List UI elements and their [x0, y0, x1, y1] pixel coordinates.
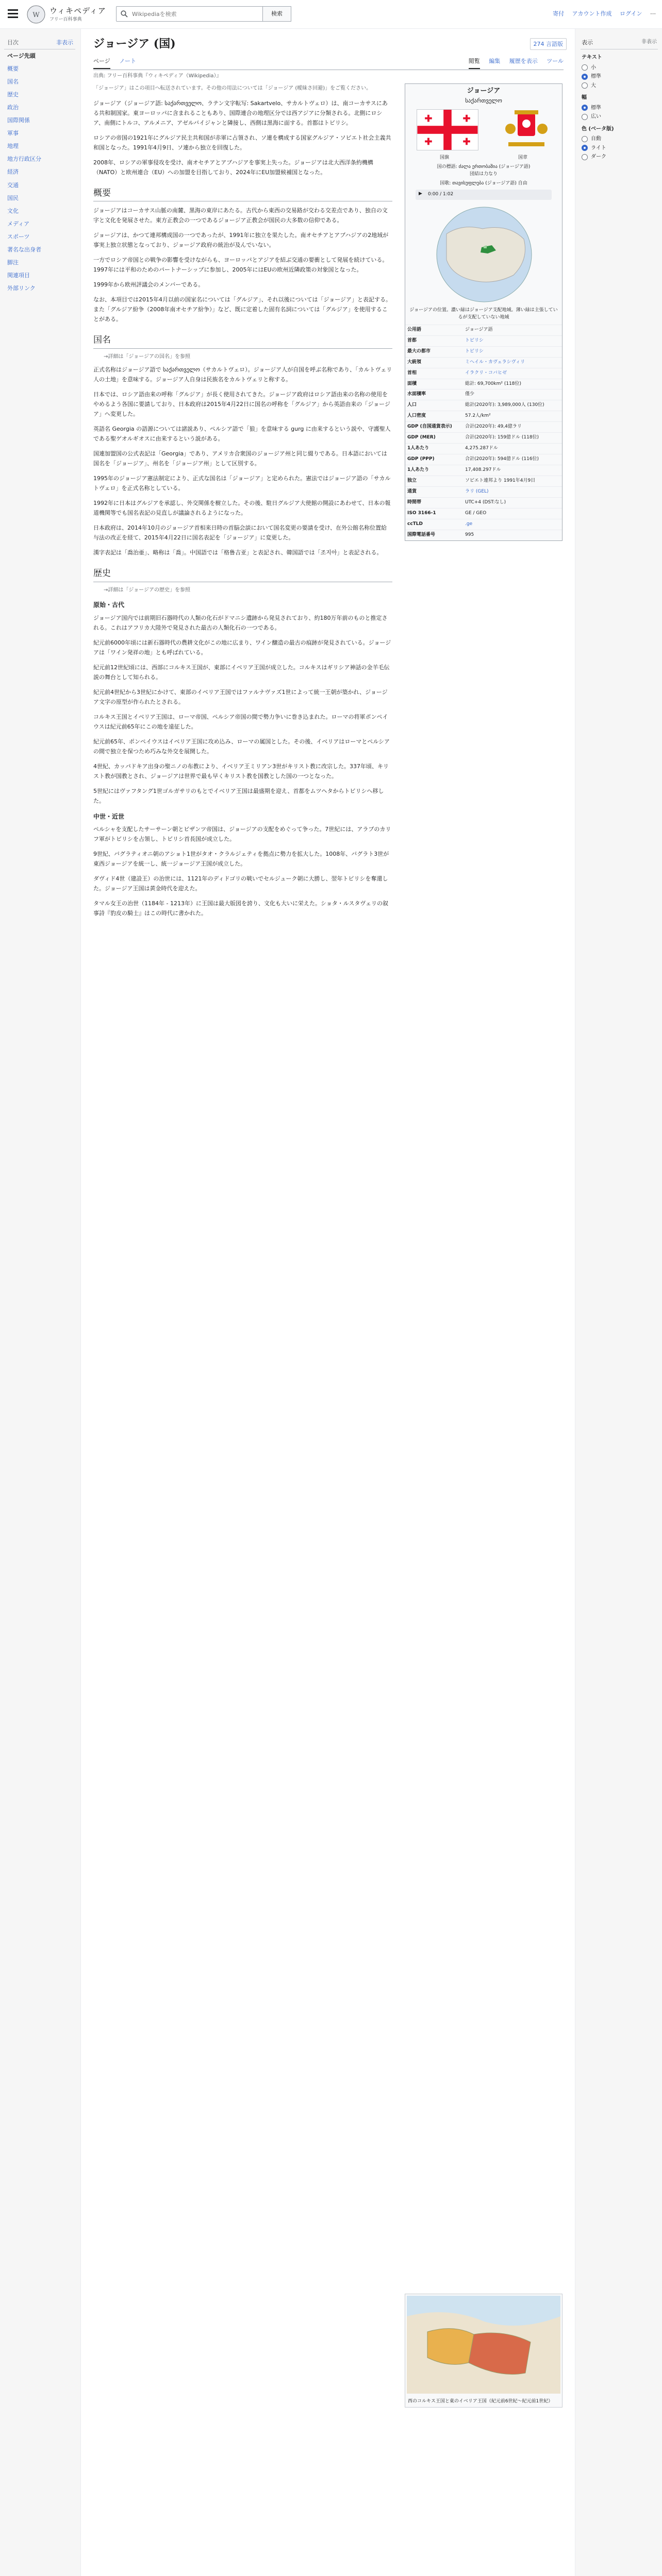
text-small-radio[interactable]: 小: [582, 64, 657, 72]
infobox-row: 時間帯 UTC+4 (DST:なし): [405, 497, 562, 508]
width-wide-radio[interactable]: 広い: [582, 113, 657, 121]
color-light-radio[interactable]: ライト: [582, 144, 657, 152]
paragraph: 4世紀、カッパドキア出身の聖ニノの布教により、イベリア王ミリアン3世がキリスト教に改宗した。337年頃、キリスト教が国教とされ、ジョージアは世界で最も早くキリスト教を国教とした国の一つとなった。: [93, 762, 389, 779]
lead-paragraph: ロシアの帝国の1921年にグルジア民主共和国が赤軍に占領され、ソ連を構成する国家グルジア・ソビエト社会主義共和国となった。1991年4月9日、ソ連から独立を回復した。: [93, 134, 391, 151]
page-title: ジョージア (国): [93, 37, 176, 50]
paragraph: ジョージアはコーカサス山脈の南麓、黒海の東岸にあたる。古代から東西の交易路が交わる交差点であり、独自の文字と文化を発展させた。東方正教会の一つであるジョージア正教会が国民の大多数の信仰である。: [93, 207, 388, 224]
toc-item[interactable]: 関連項目: [7, 272, 30, 279]
paragraph: 1999年から欧州評議会のメンバーである。: [93, 281, 204, 289]
play-icon[interactable]: ▶: [419, 191, 422, 196]
create-account-link[interactable]: アカウント作成: [572, 10, 612, 17]
paragraph: なお、本項目では2015年4月以前の国家名については「グルジア」、それ以後については「ジョージア」と表記する。また「グルジア紛争（2008年南オセチア紛争）」など、既に定着した固有名詞については「グルジア」を使用することがある。: [93, 296, 392, 323]
paragraph: 紀元前12世紀頃には、西部にコルキス王国が、東部にイベリア王国が成立した。コルキスはギリシア神話の金羊毛伝説の舞台として知られる。: [93, 664, 390, 681]
infobox-row: 独立 ソビエト連邦より 1991年4月9日: [405, 476, 562, 486]
infobox-row: ISO 3166-1 GE / GEO: [405, 508, 562, 519]
infobox-row: 1人あたり 17,408.297ドル: [405, 465, 562, 476]
hatnote-link[interactable]: →詳細は「ジョージアの国名」を参照: [104, 353, 190, 360]
globe-map[interactable]: [405, 203, 563, 306]
appearance-header: 表示 非表示: [581, 36, 658, 49]
tab-talk[interactable]: ノート: [119, 58, 136, 64]
main-menu-button[interactable]: [6, 7, 20, 21]
toc-hide-button[interactable]: 非表示: [56, 39, 73, 46]
login-link[interactable]: ログイン: [620, 10, 642, 17]
toc-header: 目次 非表示: [4, 36, 75, 49]
toc-item[interactable]: ページ先頭: [7, 53, 36, 60]
paragraph: 紀元前65年、ポンペイウスはイベリア王国に攻め込み、ローマの属国とした。その後、イベリアはローマとペルシアの間で独立を保つため巧みな外交を展開した。: [93, 738, 390, 755]
paragraph: 漢字表記は「喬治亜」、略称は「喬」。中国語では「格鲁吉亚」と表記され、韓国語では「조지아」と表記される。: [93, 549, 383, 556]
wikipedia-globe-logo[interactable]: [25, 4, 47, 25]
tab-history[interactable]: 履歴を表示: [509, 58, 538, 64]
location-map[interactable]: [405, 203, 562, 306]
infobox-title: ジョージア: [467, 87, 501, 95]
article-content: [93, 83, 564, 2404]
svg-text:W: W: [32, 11, 40, 19]
paragraph: ジョージア国内では前期旧石器時代の人類の化石がドマニシ遺跡から発見されており、約180万年前のものと推定される。これはアフリカ大陸外で発見された最古の人類化石の一つである。: [93, 614, 388, 631]
kingdoms-map[interactable]: [407, 2296, 560, 2394]
paragraph: 日本では、ロシア語由来の呼称「グルジア」が長く使用されてきた。ジョージア政府はロシア語由来の名称の使用をやめるよう各国に要請しており、日本政府は2015年4月22日に国名の呼称を「グルジア」から英語由来の「ジョージア」へ変更した。: [93, 391, 390, 418]
toc-item[interactable]: 脚注: [7, 259, 19, 266]
toc-item[interactable]: 文化: [7, 207, 19, 214]
toc-item[interactable]: 国際関係: [7, 117, 30, 124]
toc-item[interactable]: 交通: [7, 181, 19, 189]
article-column: [93, 83, 392, 918]
site-header: [0, 0, 662, 29]
infobox-row: 人口 総計(2020年): 3,989,000人 (130位): [405, 400, 562, 411]
paragraph: ダヴィド4世（建設王）の治世には、1121年のディドゴリの戦いでセルジューク朝に大勝し、翌年トビリシを奪還した。ジョージア王国は黄金時代を迎えた。: [93, 875, 388, 892]
paragraph: 1992年に日本はグルジアを承認し、外交関係を樹立した。その後、駐日グルジア大使館の開設にあわせて、日本の報道機関等でも国名表記の見直しが議論されるようになった。: [93, 500, 391, 517]
infobox-row: 公用語 ジョージア語: [405, 325, 562, 335]
toc-item[interactable]: 地方行政区分: [7, 156, 41, 163]
language-button[interactable]: 274 言語版: [530, 38, 567, 50]
audio-player[interactable]: [416, 190, 552, 200]
section-heading-summary: 概要: [93, 187, 392, 201]
flag-caption: 国旗: [439, 155, 449, 161]
text-size-label: テキスト: [582, 55, 602, 61]
infobox-row: 首相 イラクリ・コバヒゼ: [405, 368, 562, 379]
from-line: 出典: フリー百科事典『ウィキペディア（Wikipedia）』: [93, 73, 222, 79]
color-dark-radio[interactable]: ダーク: [582, 153, 657, 161]
toc-item[interactable]: 概要: [7, 65, 19, 73]
site-wordmark[interactable]: ウィキペディア: [49, 6, 106, 15]
text-standard-radio[interactable]: 標準: [582, 73, 657, 81]
paragraph: 紀元前6000年頃には新石器時代の農耕文化がこの地に広まり、ワイン醸造の最古の痕跡が発見されている。ジョージアは「ワイン発祥の地」とも呼ばれている。: [93, 639, 391, 656]
infobox-row: GDP (MER) 合計(2020年): 159億ドル (118位): [405, 432, 562, 443]
infobox-row: 1人あたり 4,275.287ドル: [405, 443, 562, 454]
donate-link[interactable]: 寄付: [553, 10, 565, 17]
infobox-row: 人口密度 57.2人/km²: [405, 411, 562, 421]
subsection-heading-medieval: 中世・近世: [93, 812, 125, 820]
infobox-row: 大統領 ミヘイル・カヴェラシヴィリ: [405, 357, 562, 368]
motto: 国の標語: ძალა ერთობაშია (ジョージア語): [437, 164, 531, 170]
paragraph: 紀元前4世紀から3世紀にかけて、東部のイベリア王国ではファルナヴァズ1世によって統一王朝が築かれ、ジョージア文字の原型が作られたとされる。: [93, 688, 388, 705]
toc-item[interactable]: 国民: [7, 194, 19, 201]
paragraph: ペルシャを支配したサーサーン朝とビザンツ帝国は、ジョージアの支配をめぐって争った。7世紀には、アラブのカリフ軍がトビリシを占領し、トビリシ首長国が成立した。: [93, 826, 391, 843]
width-label: 幅: [582, 95, 587, 101]
kingdoms-map-figure: [405, 2294, 562, 2408]
toc-item[interactable]: 地理: [7, 143, 19, 150]
search-input[interactable]: [132, 9, 251, 19]
section-heading-name: 国名: [93, 333, 392, 348]
coat-of-arms[interactable]: [503, 108, 550, 152]
infobox-row: GDP (PPP) 合計(2020年): 594億ドル (116位): [405, 454, 562, 465]
page-tabs: [93, 57, 564, 70]
tab-read[interactable]: 閲覧: [469, 57, 480, 69]
toc-item[interactable]: 政治: [7, 104, 19, 111]
toc-item[interactable]: メディア: [7, 220, 30, 227]
anthem: 国歌: თავისუფლება (ジョージア語) 自由: [440, 181, 527, 186]
paragraph: ジョージアは、かつて連邦構成国の一つであったが、1991年に独立を果たした。南オセチアとアブハジアの2地域が事実上独立状態となっており、ジョージア政府の統治が及んでいない。: [93, 232, 389, 249]
infobox-row: 最大の都市 トビリシ: [405, 346, 562, 357]
user-links: [547, 9, 656, 18]
infobox-row: 面積 総計: 69,700km² (118位): [405, 379, 562, 389]
map-caption: ジョージアの位置。濃い緑はジョージア支配地域。薄い緑は主張しているが支配していない地域: [409, 307, 558, 320]
paragraph: タマル女王の治世（1184年 - 1213年）に王国は最大版図を誇り、文化も大いに栄えた。ショタ・ルスタヴェリの叙事詩『豹皮の騎士』はこの時代に書かれた。: [93, 900, 388, 917]
infobox: [405, 83, 562, 541]
paragraph: 1995年のジョージア憲法制定により、正式な国名は「ジョージア」と定められた。憲法ではジョージア語の「サカルトヴェロ」を正式名称としている。: [93, 475, 391, 492]
lead-paragraph: 2008年、ロシアの軍事侵攻を受け、南オセチアとアブハジアを事実上失った。ジョージアは北大西洋条約機構（NATO）と欧州連合（EU）への加盟を目指しており、2024年にEU加盟候補国となった。: [93, 159, 373, 176]
paragraph: 正式名称はジョージア語で საქართველო（サカルトヴェロ）。ジョージア人が自国を呼ぶ名称であり、「カルトヴェリ人の土地」を意味する。ジョージア人自身は民族名をカルトヴェリと称する。: [93, 366, 392, 383]
paragraph: 日本政府は、2014年10月のジョージア首相来日時の首脳会談において国名変更の要請を受け、在外公館名称位置給与法の改正を経て、2015年4月22日に国名表記を「ジョージア」に変更した。: [93, 524, 387, 541]
infobox-subtitle: საქართველო: [465, 97, 502, 105]
paragraph: 5世紀にはヴァフタング1世ゴルガサリのもとでイベリア王国は最盛期を迎え、首都をムツヘタからトビリシへ移した。: [93, 787, 384, 804]
toc-item[interactable]: 国名: [7, 78, 19, 86]
paragraph: 一方でロシア帝国との戦争の影響を受けながらも、ヨーロッパとアジアを結ぶ交通の要衝として発展を続けている。1997年には平和のためのパートナーシップに参加し、2005年にはEUの欧州近隣政策の対象国となった。: [93, 257, 388, 274]
appearance-hide-button[interactable]: 非表示: [641, 39, 657, 45]
paragraph: 英語名 Georgia の語源については諸説あり、ペルシア語で「狼」を意味する gurg に由来するという説や、守護聖人である聖ゲオルギオスに由来するという説がある。: [93, 426, 391, 443]
hatnote-link[interactable]: →詳細は「ジョージアの歴史」を参照: [104, 587, 190, 593]
flag-and-emblem: [405, 107, 562, 155]
infobox-row: 首都 トビリシ: [405, 335, 562, 346]
audio-time: 0:00 / 1:02: [428, 191, 454, 197]
infobox-row: ccTLD .ge: [405, 519, 562, 530]
search-box: [116, 6, 291, 22]
kingdoms-map-caption: 西のコルキス王国と東のイベリア王国（紀元前6世紀〜紀元前1世紀）: [408, 2398, 553, 2404]
site-tagline: フリー百科事典: [49, 17, 82, 22]
tab-tools[interactable]: ツール: [547, 58, 564, 64]
infobox-row: GDP (自国通貨表示) 合計(2020年): 49,4億ラリ: [405, 421, 562, 432]
infobox-row: 国際電話番号 995: [405, 530, 562, 540]
text-large-radio[interactable]: 大: [582, 82, 657, 90]
paragraph: コルキス王国とイベリア王国は、ローマ帝国、ペルシア帝国の間で勢力争いに巻き込まれた。ローマの将軍ポンペイウスは紀元前65年にこの地を遠征した。: [93, 713, 388, 730]
infobox-row: 水面積率 僅少: [405, 389, 562, 400]
motto-translation: 団結は力なり: [469, 172, 498, 177]
toc-item[interactable]: 著名な出身者: [7, 246, 41, 253]
section-heading-history: 歴史: [93, 567, 392, 582]
toc-item[interactable]: 歴史: [7, 91, 19, 98]
toc-sidebar: [4, 36, 75, 295]
toc-item[interactable]: スポーツ: [7, 233, 30, 240]
tab-edit[interactable]: 編集: [489, 58, 501, 64]
flag-of-georgia[interactable]: [417, 109, 478, 150]
search-icon: [121, 10, 128, 18]
article-main: [80, 29, 575, 2576]
toc-item[interactable]: 経済: [7, 168, 19, 176]
width-standard-radio[interactable]: 標準: [582, 104, 657, 112]
toc-item[interactable]: 軍事: [7, 130, 19, 137]
subsection-heading-ancient: 原始・古代: [93, 601, 125, 609]
more-menu-icon[interactable]: ⋯: [650, 10, 656, 17]
toc-item[interactable]: 外部リンク: [7, 284, 36, 292]
infobox-row: 通貨 ラリ (GEL): [405, 486, 562, 497]
color-label: 色 (ベータ版): [582, 126, 614, 132]
emblem-caption: 国章: [518, 155, 527, 161]
color-auto-radio[interactable]: 自動: [582, 135, 657, 143]
page-actions: [461, 57, 564, 69]
hatnote: 「ジョージア」はこの項目へ転送されています。その他の用法については「ジョージア (曖昧さ回避)」をご覧ください。: [93, 86, 372, 91]
paragraph: 9世紀、バグラティオニ朝のアショト1世がタオ・クラルジェティを拠点に勢力を拡大した。1008年、バグラト3世が東西ジョージアを統一し、統一ジョージア王国が成立した。: [93, 851, 389, 868]
appearance-panel: [581, 36, 658, 162]
search-button[interactable]: 検索: [262, 6, 291, 22]
paragraph: 国連加盟国の公式表記は「Georgia」であり、アメリカ合衆国のジョージア州と同じ綴りである。日本語においては国名を「ジョージア」、州名を「ジョージア州」として区別する。: [93, 450, 387, 467]
lead-paragraph: ジョージア（ジョージア語: საქართველო、ラテン文字転写: Sakartvelo、サカルトヴェロ）は、南コーカサスにある共和制国家。東ヨーロッパに含まれることもあり、国際連合の地理区分では西アジアに分類される。北側にロシア、南側にトルコ、アルメニア、アゼルバイジャンと隣接し、西側は黒海に面する。首都はトビリシ。: [93, 100, 388, 126]
tab-article[interactable]: ページ: [93, 57, 110, 69]
